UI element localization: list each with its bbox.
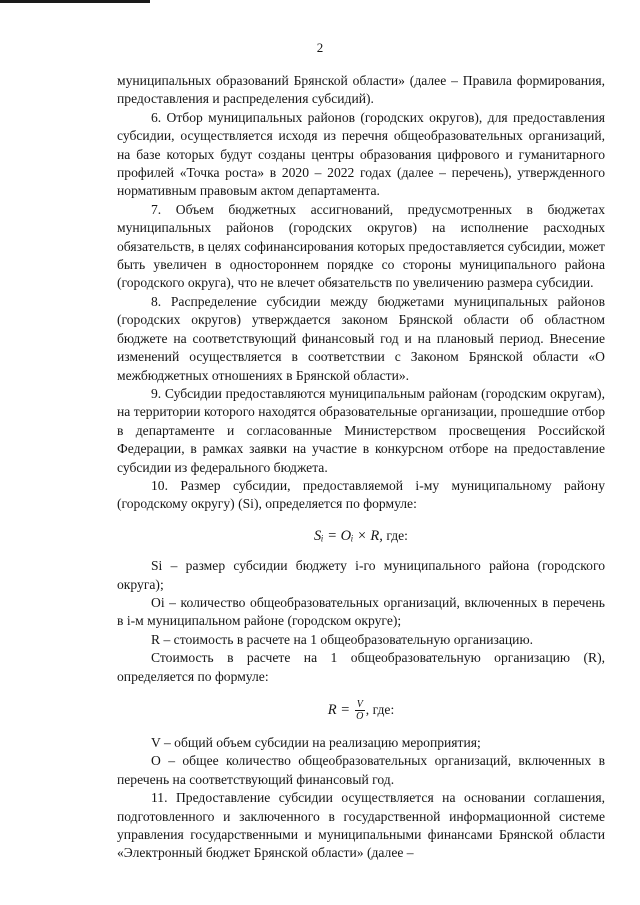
formula-cost-lhs: R = (327, 701, 351, 718)
formula-subsidy-expression: Sᵢ = Oᵢ × R, (314, 527, 383, 544)
formula-cost-tail: , где: (365, 701, 395, 717)
paragraph-8: 8. Распределение субсидии между бюджетами муниципальных районов (городских округов) утверждается законом Брянской области об областном бюджете на соответствующий финансовый год и на плановый период. Внесение изменений осуществляется в соответствии с Законом Брянской области «О межбюджетных отношениях в Брянской области». (117, 293, 605, 383)
formula-cost-fraction (355, 699, 365, 722)
page-number: 2 (316, 40, 324, 55)
document-body (117, 72, 605, 863)
definition-si: Si – размер субсидии бюджету i-го муниципального района (городского округа); (117, 558, 605, 592)
definition-v: V – общий объем субсидии на реализацию мероприятия; (151, 735, 481, 750)
definition-oi: Oi – количество общеобразовательных организаций, включенных в перечень в i-м муниципальном районе (городском округе); (117, 594, 605, 629)
definition-r: R – стоимость в расчете на 1 общеобразовательную организацию. (151, 631, 533, 647)
paragraph-6: 6. Отбор муниципальных районов (городских округов), для предоставления субсидии, осуществляется исходя из перечня общеобразовательных организаций, на базе которых будут созданы центры образования цифрового и гуманитарного профилей «Точка роста» в 2020 – 2022 годах (далее – перечень), утвержденного нормативным правовым актом департамента. (117, 109, 605, 199)
paragraph-continuation: муниципальных образований Брянской области» (далее – Правила формирования, предоставления и распределения субсидий). (117, 73, 605, 107)
paragraph-11: 11. Предоставление субсидии осуществляется на основании соглашения, подготовленного и заключенного в государственной информационной системе управления государственными и муниципальными финансами Брянской области «Электронный бюджет Брянской области» (далее – (117, 790, 605, 861)
paragraph-10: 10. Размер субсидии, предоставляемой i-му муниципальному району (городскому округу) (Si), определяется по формуле: (117, 477, 605, 512)
formula-subsidy-size (117, 527, 605, 545)
fraction-numerator: V (356, 699, 363, 710)
cost-formula-intro: Стоимость в расчете на 1 общеобразовательную организацию (R), определяется по формуле: (117, 650, 605, 684)
definition-o: O – общее количество общеобразовательных организаций, включенных в перечень на соответствующий финансовый год. (117, 753, 605, 787)
top-edge-line (0, 0, 150, 3)
formula-subsidy-tail: где: (382, 527, 408, 543)
paragraph-7: 7. Объем бюджетных ассигнований, предусмотренных в бюджетах муниципальных районов (городских округов) на исполнение расходных обязательств, в целях софинансирования которых предоставляется субсидии, может быть увеличен в одностороннем порядке со стороны муниципального района (городского округа), что не влечет обязательств по увеличению размера субсидии. (117, 201, 605, 291)
formula-cost-per-org (117, 699, 605, 722)
fraction-denominator: O (356, 711, 364, 722)
paragraph-9: 9. Субсидии предоставляются муниципальным районам (городским округам), на территории которого находятся образовательные организации, прошедшие отбор в департаменте и согласованные Министерством просвещения Российской Федерации, в рамках заявки на участие в конкурсном отборе на предоставление субсидии из федерального бюджета. (117, 385, 605, 475)
